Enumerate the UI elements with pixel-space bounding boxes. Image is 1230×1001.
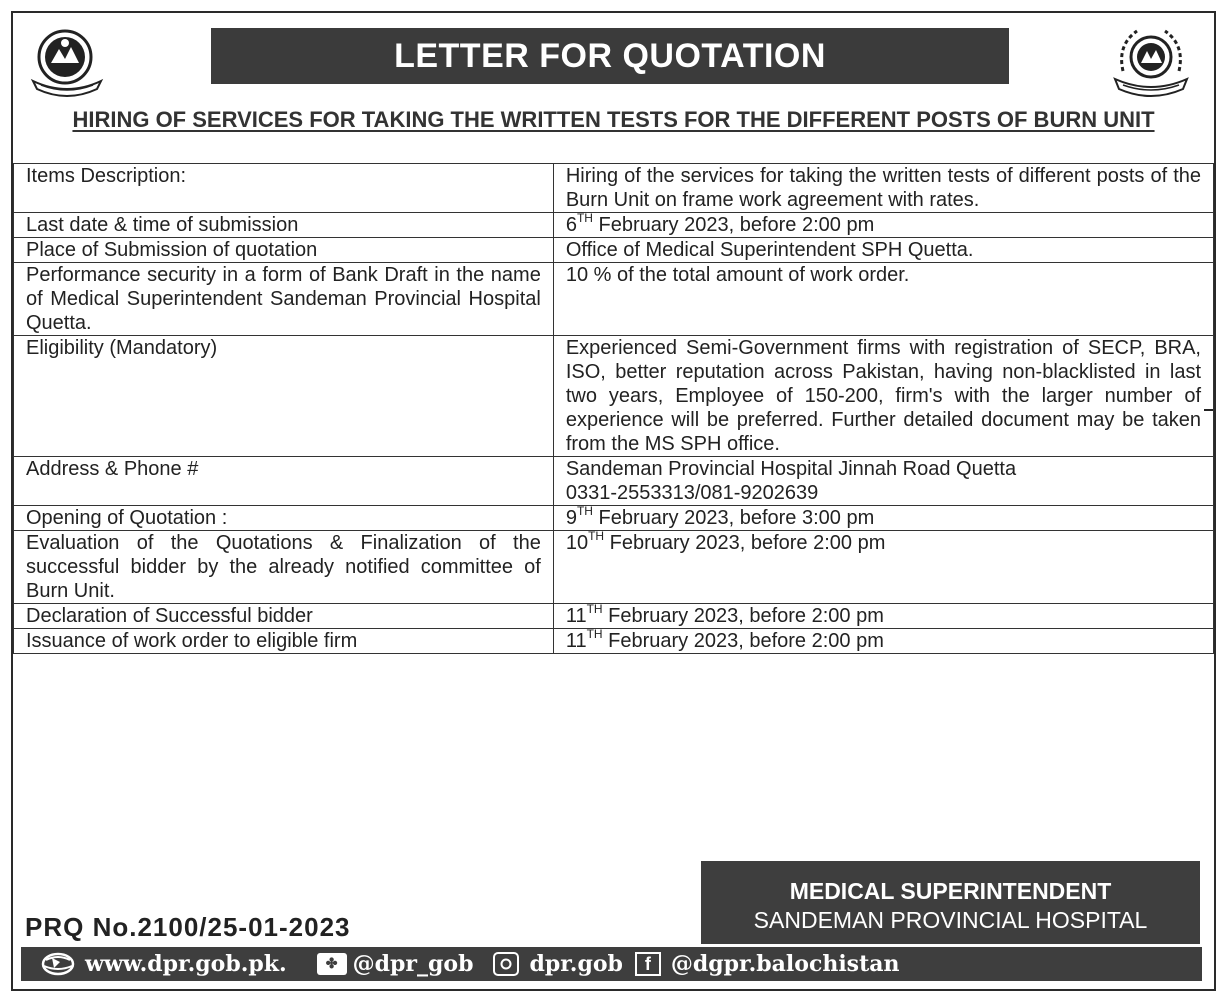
twitter-handle: @dpr_gob [352,951,474,977]
signatory-title: MEDICAL SUPERINTENDENT [789,878,1112,904]
twitter-icon: ✤ [317,953,347,975]
footer-contact-bar [21,947,1202,981]
website-link[interactable] [21,951,287,977]
date-suffix: TH [586,627,603,642]
instagram-icon [493,952,519,976]
row-value [553,531,1213,604]
table-row [14,604,1214,629]
date-suffix: TH [576,504,593,519]
date-day: 9 [565,507,577,529]
date-rest: February 2023, before 2:00 pm [604,532,886,554]
date-rest: February 2023, before 3:00 pm [592,507,875,529]
balochistan-emblem-right [1111,23,1191,101]
row-value [553,629,1213,654]
row-label: Eligibility (Mandatory) [14,336,554,457]
address-line: Sandeman Provincial Hospital Jinnah Road Quetta [565,458,1017,480]
globe-icon [39,951,77,977]
date-day: 11 [565,630,587,652]
balochistan-emblem-left [27,23,107,101]
row-value [553,506,1213,531]
quotation-details-table [13,163,1214,654]
instagram-link[interactable] [473,951,622,977]
row-value: Office of Medical Superintendent SPH Quetta. [553,238,1213,263]
table-row [14,263,1214,336]
date-suffix: TH [586,602,603,617]
row-value [553,457,1213,506]
table-row [14,506,1214,531]
date-rest: February 2023, before 2:00 pm [592,214,875,236]
facebook-handle: @dgpr.balochistan [670,951,900,977]
facebook-link[interactable] [623,951,900,977]
table-row [14,336,1214,457]
row-value: 10 % of the total amount of work order. [553,263,1213,336]
date-suffix: TH [588,529,605,544]
document-title: LETTER FOR QUOTATION [211,28,1009,84]
table-row [14,457,1214,506]
row-label: Items Description: [14,164,554,213]
row-value [553,213,1213,238]
row-label: Opening of Quotation : [14,506,554,531]
date-suffix: TH [576,211,593,226]
phone-line: 0331-2553313/081-9202639 [565,482,819,504]
row-label: Address & Phone # [14,457,554,506]
facebook-icon: f [635,952,661,976]
row-label: Declaration of Successful bidder [14,604,554,629]
table-row [14,531,1214,604]
date-day: 6 [565,214,577,236]
row-value: Hiring of the services for taking the written tests of different posts of the Burn Unit on frame work agreement with rates. [553,164,1213,213]
date-day: 10 [565,532,589,554]
row-value: Experienced Semi-Government firms with registration of SECP, BRA, ISO, better reputation across Pakistan, having non-blacklisted in last two years, Employee of 150-200, firm's with the larger number of experience will be preferred. Further detailed document may be taken from the MS SPH office. [553,336,1213,457]
signatory-block [701,861,1200,944]
table-row [14,213,1214,238]
row-label: Last date & time of submission [14,213,554,238]
instagram-handle: dpr.gob [529,951,623,977]
signatory-institution: SANDEMAN PROVINCIAL HOSPITAL [753,907,1148,933]
row-value [553,604,1213,629]
table-row [14,238,1214,263]
date-rest: February 2023, before 2:00 pm [602,630,884,652]
date-day: 11 [565,605,587,627]
row-label: Performance security in a form of Bank Draft in the name of Medical Superintendent Sandeman Provincial Hospital Quetta. [14,263,554,336]
row-label: Place of Submission of quotation [14,238,554,263]
table-row [14,164,1214,213]
quotation-notice [11,11,1216,991]
notice-subject: HIRING OF SERVICES FOR TAKING THE WRITTEN TESTS FOR THE DIFFERENT POSTS OF BURN UNIT [72,107,1155,132]
twitter-link[interactable] [287,951,474,977]
website-text: www.dpr.gob.pk. [85,951,287,977]
prq-number: PRQ No.2100/25-01-2023 [25,912,351,942]
table-row [14,629,1214,654]
row-label: Issuance of work order to eligible firm [14,629,554,654]
date-rest: February 2023, before 2:00 pm [602,605,884,627]
row-label: Evaluation of the Quotations & Finalization of the successful bidder by the already notified committee of Burn Unit. [14,531,554,604]
